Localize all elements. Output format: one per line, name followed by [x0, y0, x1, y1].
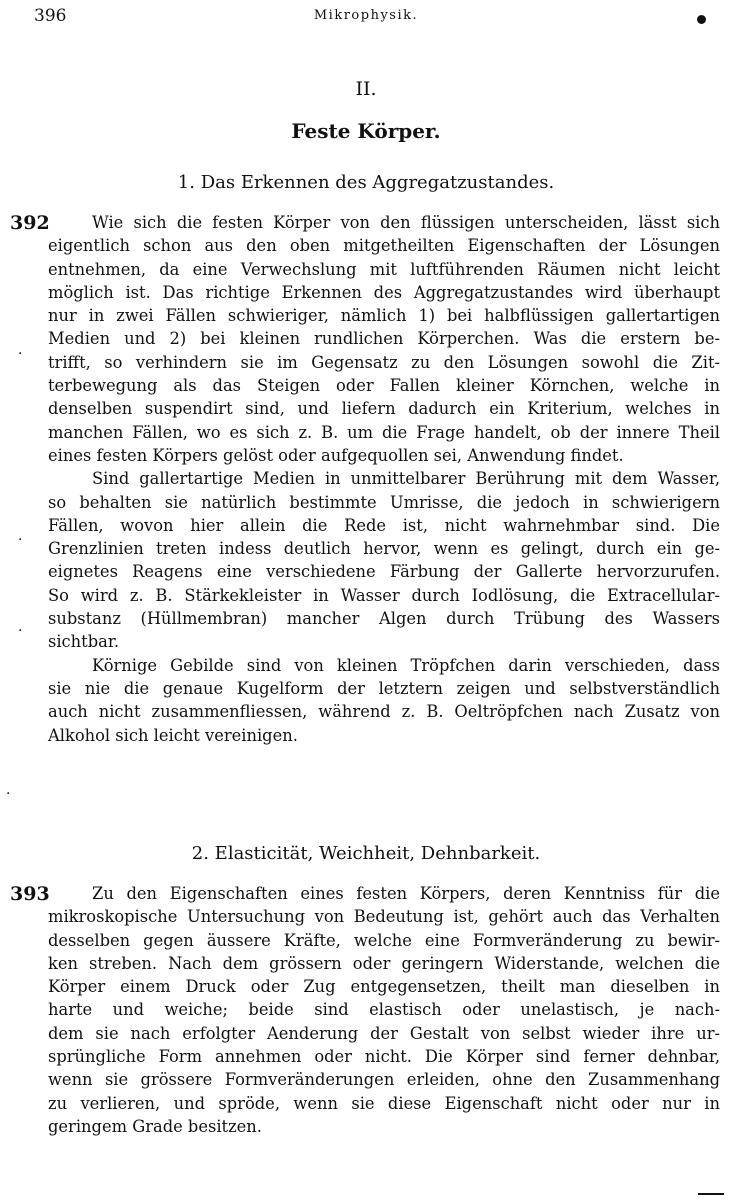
margin-speck: ·	[18, 623, 23, 639]
running-title: Mikrophysik.	[313, 8, 419, 23]
text-line: manchen Fällen, wo es sich z. B. um die Frage handelt, ob der innere Theil	[48, 422, 720, 442]
text-line: so behalten sie natürlich bestimmte Umrisse, die jedoch in schwierigern	[48, 492, 720, 512]
text-line: Wie sich die festen Körper von den flüssigen unterscheiden, lässt sich	[92, 213, 720, 232]
part-number: II.	[355, 78, 377, 100]
text-line: Grenzlinien treten indess deutlich hervor, wenn es gelingt, durch ein ge-	[48, 539, 720, 559]
text-line: substanz (Hüllmembran) mancher Algen durch Trübung des Wassers	[48, 609, 720, 629]
margin-number: 392	[10, 212, 50, 234]
ink-dot	[697, 15, 706, 24]
part-title: Feste Körper.	[291, 119, 441, 143]
text-line: mikroskopische Untersuchung von Bedeutung ist, gehört auch das Verhalten	[48, 907, 720, 927]
text-line: nur in zwei Fällen schwieriger, nämlich 1) bei halbflüssigen gallertartigen	[48, 306, 720, 326]
text-line: möglich ist. Das richtige Erkennen des Aggregatzustandes wird überhaupt	[48, 282, 720, 302]
text-line: Fällen, wovon hier allein die Rede ist, nicht wahrnehmbar sind. Die	[48, 515, 720, 535]
text-line: Zu den Eigenschaften eines festen Körpers, deren Kenntniss für die	[92, 884, 720, 903]
text-line: Medien und 2) bei kleinen rundlichen Körperchen. Was die erstern be-	[48, 329, 720, 349]
text-line: eignetes Reagens eine verschiedene Färbung der Gallerte hervorzurufen.	[48, 562, 720, 582]
text-line: ken streben. Nach dem grössern oder geringern Widerstande, welchen die	[48, 953, 720, 973]
page-number: 396	[34, 6, 67, 26]
text-line: Sind gallertartige Medien in unmittelbarer Berührung mit dem Wasser,	[92, 469, 720, 489]
margin-speck: ·	[6, 786, 11, 802]
text-line: harte und weiche; beide sind elastisch oder unelastisch, je nach-	[48, 1000, 720, 1020]
text-line: sprüngliche Form annehmen oder nicht. Die Körper sind ferner dehnbar,	[48, 1047, 720, 1067]
text-line: denselben suspendirt sind, und liefern dadurch ein Kriterium, welches in	[48, 399, 720, 419]
section-body	[48, 882, 720, 1138]
text-line: trifft, so verhindern sie im Gegensatz zu den Lösungen sowohl die Zit-	[48, 352, 720, 372]
text-line: auch nicht zusammenfliessen, während z. B. Oeltröpfchen nach Zusatz von	[48, 702, 720, 722]
section-body	[48, 211, 720, 747]
text-line: sie nie die genaue Kugelform der letztern zeigen und selbstverständlich	[48, 678, 720, 698]
margin-number: 393	[10, 883, 50, 905]
section-heading: 1. Das Erkennen des Aggregatzustandes.	[177, 172, 555, 193]
text-line: sichtbar.	[48, 632, 120, 652]
text-line: dem sie nach erfolgter Aenderung der Gestalt von selbst wieder ihre ur-	[48, 1023, 720, 1043]
text-line: zu verlieren, und spröde, wenn sie diese Eigenschaft nicht oder nur in	[48, 1093, 720, 1113]
margin-speck: ·	[18, 532, 23, 548]
text-line: geringem Grade besitzen.	[48, 1116, 262, 1136]
text-line: eines festen Körpers gelöst oder aufgequollen sei, Anwendung findet.	[48, 445, 624, 465]
text-line: Körper einem Druck oder Zug entgegensetzen, theilt man dieselben in	[48, 977, 720, 997]
section-heading: 2. Elasticität, Weichheit, Dehnbarkeit.	[191, 843, 541, 864]
text-line: eigentlich schon aus den oben mitgetheilten Eigenschaften der Lösungen	[48, 236, 720, 256]
text-line: entnehmen, da eine Verwechslung mit luftführenden Räumen nicht leicht	[48, 259, 720, 279]
text-line: terbewegung als das Steigen oder Fallen kleiner Körnchen, welche in	[48, 376, 720, 396]
page-edge-mark	[698, 1193, 724, 1195]
margin-speck: ·	[18, 346, 23, 362]
text-line: So wird z. B. Stärkekleister in Wasser durch Iodlösung, die Extracellular-	[48, 585, 720, 605]
text-line: wenn sie grössere Formveränderungen erleiden, ohne den Zusammenhang	[48, 1070, 720, 1090]
text-line: Alkohol sich leicht vereinigen.	[48, 725, 298, 745]
text-line: desselben gegen äussere Kräfte, welche eine Formveränderung zu bewir-	[48, 930, 720, 950]
running-header	[0, 6, 732, 30]
text-line: Körnige Gebilde sind von kleinen Tröpfchen darin verschieden, dass	[92, 655, 720, 675]
